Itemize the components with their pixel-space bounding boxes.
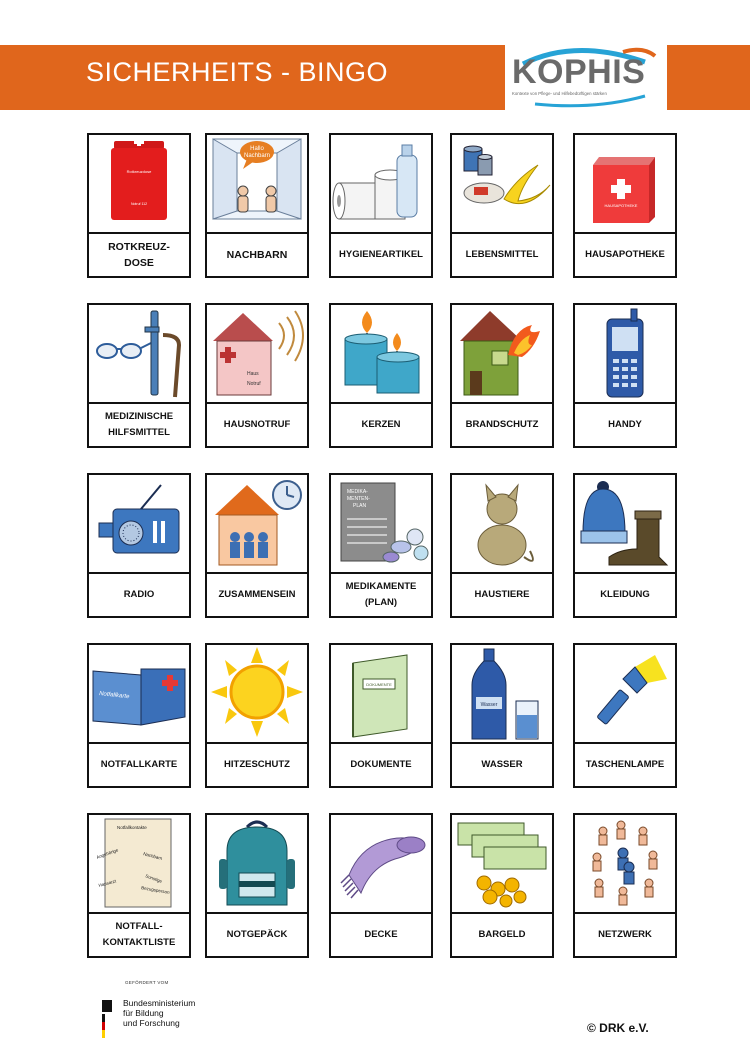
card-label: MEDIZINISCHE HILFSMITTEL (104, 411, 174, 438)
logo-subtitle: Kontexte von Pflege- und Hilfebedürftigen stärken (512, 91, 607, 96)
bingo-card-brandschutz[interactable] (450, 303, 554, 448)
bingo-card-notfallkarte[interactable] (87, 643, 191, 788)
card-label: HYGIENEARTIKEL (339, 249, 423, 260)
medication-plan-icon (331, 475, 431, 572)
bottle-label: Wasser (480, 702, 498, 708)
federal-eagle-flag-icon (102, 996, 120, 1040)
bingo-card-wasser[interactable] (450, 643, 554, 788)
bingo-card-decke[interactable] (329, 813, 433, 958)
documents-folder-icon (331, 645, 431, 742)
hat-boot-icon (575, 475, 675, 572)
logo-wordmark: KOPHIS (512, 53, 646, 91)
burning-house-icon (452, 305, 552, 402)
bingo-card-bargeld[interactable] (450, 813, 554, 958)
list-entry-3: Hausarzt (97, 878, 117, 888)
box-text: HAUSAPOTHEKE (604, 203, 638, 208)
card-label: HITZESCHUTZ (224, 759, 290, 770)
copyright: © DRK e.V. (587, 1021, 649, 1035)
neighbors-door-icon (207, 135, 307, 232)
kophis-logo (505, 44, 667, 112)
plan-text-1: MEDIKA- (347, 489, 368, 495)
card-label: ZUSAMMENSEIN (218, 589, 296, 600)
house-text-1: Haus (247, 371, 259, 377)
page-title: SICHERHEITS - BINGO (86, 57, 389, 87)
candles-icon (331, 305, 431, 402)
glasses-crutch-icon (89, 305, 189, 402)
bingo-card-hausapotheke[interactable] (573, 133, 677, 278)
bingo-card-medizinische-hilfsmittel[interactable] (87, 303, 191, 448)
bingo-card-netzwerk[interactable] (573, 813, 677, 958)
bingo-card-lebensmittel[interactable] (450, 133, 554, 278)
bingo-card-hausnotruf[interactable] (205, 303, 309, 448)
card-label: MEDIKAMENTE (PLAN) (345, 581, 417, 608)
bingo-card-dokumente[interactable] (329, 643, 433, 788)
list-entry-5: Bezugsperson (140, 885, 171, 895)
radio-icon (89, 475, 189, 572)
network-people-icon (575, 815, 675, 912)
card-text: Notfallkarte (98, 691, 130, 701)
bingo-card-notgepaeck[interactable] (205, 813, 309, 958)
card-label: HAUSNOTRUF (223, 419, 291, 430)
bingo-card-kerzen[interactable] (329, 303, 433, 448)
list-entry-2: Nachbarn (142, 851, 163, 862)
bingo-card-notfall-kontaktliste[interactable] (87, 813, 191, 958)
groceries-icon (452, 135, 552, 232)
card-label: NOTGEPÄCK (226, 929, 288, 940)
mobile-phone-icon (575, 305, 675, 402)
bingo-card-taschenlampe[interactable] (573, 643, 677, 788)
speech-bubble-line1: Hallo (250, 146, 264, 152)
flashlight-icon (575, 645, 675, 742)
backpack-icon (207, 815, 307, 912)
first-aid-box-icon (575, 135, 675, 232)
card-label: NACHBARN (226, 249, 288, 261)
funder-caption: GEFÖRDERT VOM (125, 980, 169, 985)
card-label: ROTKREUZ- DOSE (108, 241, 170, 269)
folder-text: DOKUMENTE (366, 682, 392, 687)
card-label: NETZWERK (598, 929, 652, 940)
bingo-card-nachbarn[interactable] (205, 133, 309, 278)
water-bottle-glass-icon (452, 645, 552, 742)
red-cross-tin-icon (89, 135, 189, 232)
card-label: RADIO (123, 589, 155, 600)
bingo-card-zusammensein[interactable] (205, 473, 309, 618)
card-label: NOTFALL- KONTAKTLISTE (102, 921, 176, 948)
bingo-card-kleidung[interactable] (573, 473, 677, 618)
sun-icon (207, 645, 307, 742)
card-label: KLEIDUNG (600, 589, 650, 600)
hygiene-items-icon (331, 135, 431, 232)
card-label: HAUSTIERE (474, 589, 530, 600)
plan-text-3: PLAN (353, 503, 367, 509)
card-label: KERZEN (361, 419, 401, 430)
card-label: BARGELD (478, 929, 526, 940)
card-label: BRANDSCHUTZ (465, 419, 539, 430)
list-entry-1: Angehörige (95, 847, 119, 860)
bingo-card-hygieneartikel[interactable] (329, 133, 433, 278)
house-emergency-call-icon (207, 305, 307, 402)
blanket-icon (331, 815, 431, 912)
bingo-card-radio[interactable] (87, 473, 191, 618)
card-label: DOKUMENTE (350, 759, 412, 770)
tin-text: Rotkreuzdose (126, 169, 152, 174)
list-entry-4: Sonstige (144, 873, 163, 884)
house-text-2: Notruf (247, 381, 261, 387)
contact-list-icon (89, 815, 189, 912)
emergency-card-icon (89, 645, 189, 742)
card-label: TASCHENLAMPE (585, 759, 665, 770)
card-label: HAUSAPOTHEKE (585, 249, 665, 260)
cash-icon (452, 815, 552, 912)
list-title: Notfallkontakte (117, 825, 147, 830)
plan-text-2: MENTEN- (347, 496, 370, 502)
bingo-card-haustiere[interactable] (450, 473, 554, 618)
speech-bubble-line2: Nachbarn (243, 153, 271, 159)
card-label: DECKE (364, 929, 398, 940)
card-label: LEBENSMITTEL (465, 249, 539, 260)
cat-icon (452, 475, 552, 572)
card-label: WASSER (481, 759, 523, 770)
bingo-card-handy[interactable] (573, 303, 677, 448)
tin-number: Notruf 112 (130, 202, 148, 206)
bingo-card-hitzeschutz[interactable] (205, 643, 309, 788)
people-house-clock-icon (207, 475, 307, 572)
card-label: HANDY (608, 419, 642, 430)
bingo-card-rotkreuz-dose[interactable] (87, 133, 191, 278)
card-label: NOTFALLKARTE (100, 759, 178, 770)
bingo-card-medikamente-plan[interactable] (329, 473, 433, 618)
funder-name: Bundesministerium für Bildung und Forschung (123, 998, 196, 1028)
